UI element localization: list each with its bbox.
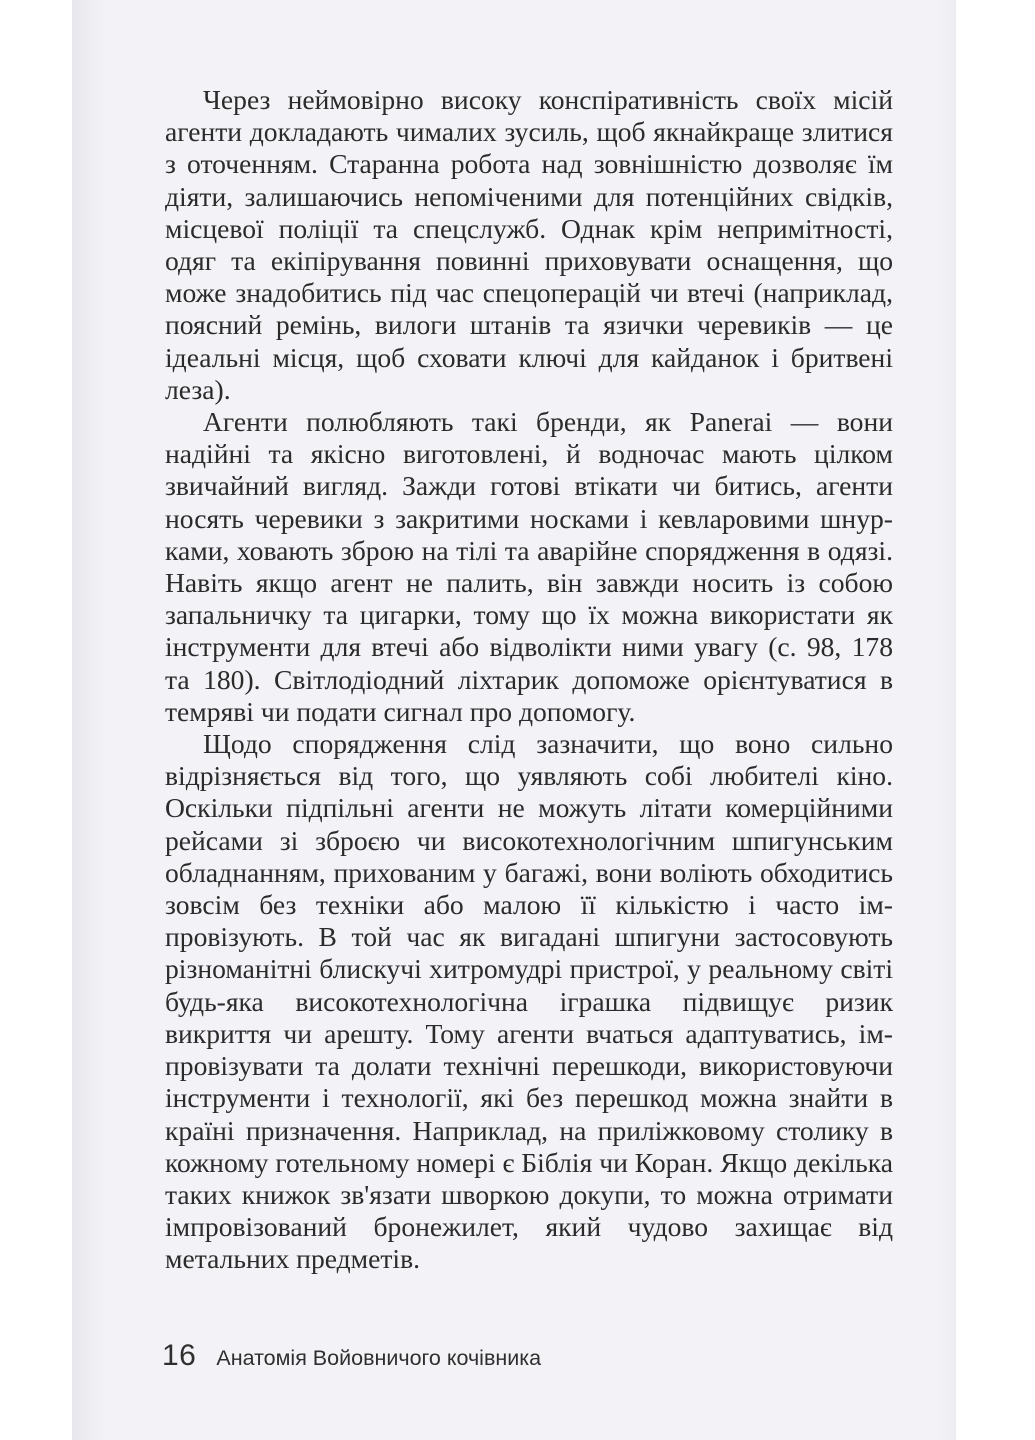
body-text bbox=[165, 84, 893, 1276]
page-number: 16 bbox=[162, 1339, 197, 1372]
running-title: Анатомія Войовничого кочівника bbox=[216, 1346, 542, 1370]
paragraph-2: Агенти полюбляють такі бренди, як Panerai — вони надійні та якісно виготовлені, й водночас мають цілком звичайний вигляд. Зажди готові втікати чи битись, агенти носять черевики з закритими носками і кевларовими шнурками, ховають зброю на тілі та аварійне спорядження в одязі. Навіть якщо агент не палить, він завжди носить із собою запальничку та цигарки, тому що їх можна використати як інструменти для втечі або відволікти ними увагу (с. 98, 178 та 180). Світлодіодний ліхтарик допоможе орієнтуватися в темряві чи подати сигнал про допомогу. bbox=[165, 406, 893, 727]
page-footer bbox=[162, 1339, 541, 1373]
paragraph-1: Через неймовірно високу конспіративність своїх місій агенти докладають чималих зусиль, щоб якнайкраще злитися з оточенням. Старанна робота над зовнішністю дозволяє їм діяти, залишаючись непоміченими для потенційних свідків, місцевої поліції та спецслужб. Однак крім непримітності, одяг та екіпірування повинні приховувати оснащення, що може знадобитись під час спецоперацій чи втечі (наприклад, поясний ремінь, вилоги штанів та язички черевиків — це ідеальні місця, щоб сховати ключі для кайданок і бритвені леза). bbox=[165, 84, 893, 405]
paragraph-3: Щодо спорядження слід зазначити, що воно сильно відрізняється від того, що уявляють собі любителі кіно. Оскільки підпільні агенти не можуть літати комерційними рейсами зі зброєю чи високотехнологічним шпигунським обладнанням, прихованим у багажі, вони воліють обходитись зовсім без техніки або малою її кількістю і часто імпровізують. В той час як вигадані шпигуни застосовують різноманітні блискучі хитромудрі пристрої, у реальному світі будь-яка високотехнологічна іграшка підвищує ризик викриття чи арешту. Тому агенти вчаться адаптуватись, імпровізувати та долати технічні перешкоди, використовуючи інструменти і технології, які без перешкод можна знайти в країні призначення. Наприклад, на приліжковому столику в кожному готельному номері є Біблія чи Коран. Якщо декілька таких книжок зв'язати шворкою докупи, то можна отримати імпровізований бронежилет, який чудово захищає від метальних предметів. bbox=[165, 728, 893, 1275]
